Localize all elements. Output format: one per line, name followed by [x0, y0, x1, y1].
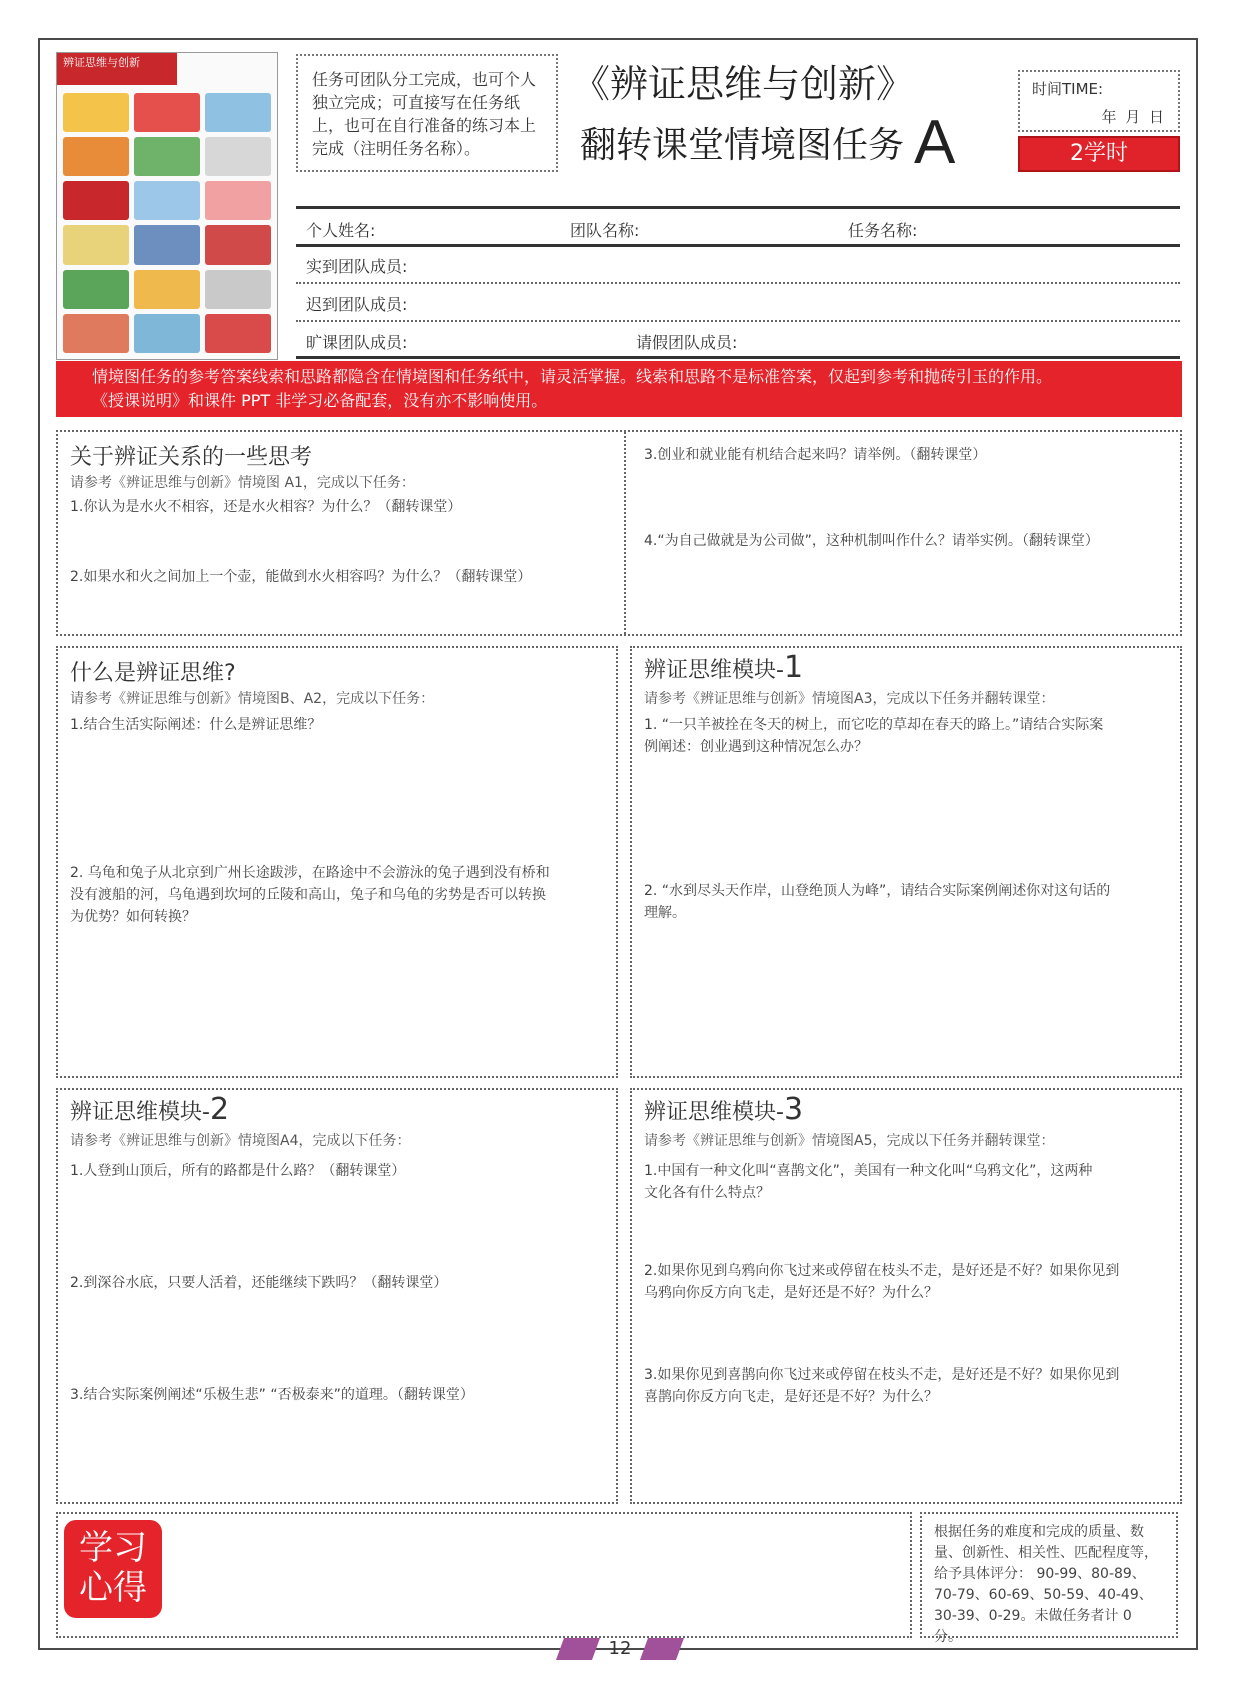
- thumbnail-cell: [63, 270, 129, 309]
- module3-title-text: 辨证思维模块-: [644, 1100, 784, 1125]
- module3-q2-line2[interactable]: 乌鸦向你反方向飞走，是好还是不好？为什么？: [644, 1285, 938, 1301]
- module2-ref: 请参考《辨证思维与创新》情境图A4，完成以下任务：: [70, 1133, 411, 1149]
- section1-ref: 请参考《辨证思维与创新》情境图 A1，完成以下任务：: [70, 475, 415, 491]
- page-deco-right: [640, 1638, 684, 1660]
- notice-banner: [56, 361, 1182, 417]
- page-number: 12: [608, 1638, 632, 1659]
- thumbnail-cell: [134, 181, 200, 220]
- time-label: 时间TIME:: [1032, 80, 1104, 98]
- date-field: 年 月 日: [1101, 108, 1166, 126]
- divider-present: [296, 282, 1180, 284]
- scoring-note: 根据任务的难度和完成的质量、数量、创新性、相关性、匹配程度等，给予具体评分： 90-99、80-89、70-79、60-69、50-59、40-49、30-39、0-29。未做任务者计 0 分。: [920, 1512, 1178, 1638]
- module1-q2-line1[interactable]: 2. “水到尽头天作岸，山登绝顶人为峰”，请结合实际案例阐述你对这句话的: [644, 883, 1111, 899]
- thumbnail-cell: [134, 137, 200, 176]
- module3-q3-line2[interactable]: 喜鹊向你反方向飞走，是好还是不好？为什么？: [644, 1389, 938, 1405]
- module3-title: [644, 1092, 803, 1127]
- divider-bottom: [296, 356, 1180, 359]
- section1-divider: [624, 432, 626, 634]
- learning-summary-badge: [64, 1520, 162, 1618]
- thumbnail-cell: [205, 314, 271, 353]
- module3-q1-line2[interactable]: 文化各有什么特点？: [644, 1185, 770, 1201]
- section1-title: 关于辨证关系的一些思考: [70, 445, 313, 470]
- module1-ref: 请参考《辨证思维与创新》情境图A3，完成以下任务并翻转课堂：: [644, 691, 1055, 707]
- thumbnail-cell: [63, 314, 129, 353]
- section2-title: 什么是辨证思维?: [70, 661, 236, 686]
- section2-ref: 请参考《辨证思维与创新》情境图B、A2，完成以下任务：: [70, 691, 435, 707]
- page-deco-left: [556, 1638, 600, 1660]
- section2-q2-line3[interactable]: 为优势？如何转换？: [70, 909, 196, 925]
- field-leave[interactable]: 请假团队成员:: [636, 333, 738, 352]
- summary-line1: 学习: [79, 1528, 147, 1568]
- thumbnail-title: 辨证思维与创新: [63, 56, 140, 69]
- section2-q2-line1[interactable]: 2. 乌龟和兔子从北京到广州长途跋涉，在路途中不会游泳的兔子遇到没有桥和: [70, 865, 550, 881]
- module1-q1-line2[interactable]: 例阐述：创业遇到这种情况怎么办？: [644, 739, 868, 755]
- field-absent[interactable]: 旷课团队成员:: [306, 333, 408, 352]
- learning-summary-box[interactable]: [56, 1512, 912, 1638]
- thumbnail-cell: [134, 93, 200, 132]
- section1-q4[interactable]: 4.“为自己做就是为公司做”，这种机制叫作什么？请举实例。（翻转课堂）: [644, 533, 1099, 549]
- thumbnail-cell: [134, 225, 200, 264]
- module2-title-text: 辨证思维模块-: [70, 1100, 210, 1125]
- section1-q3[interactable]: 3.创业和就业能有机结合起来吗？请举例。（翻转课堂）: [644, 447, 987, 463]
- thumbnail-cell: [134, 314, 200, 353]
- field-present[interactable]: 实到团队成员:: [306, 257, 408, 276]
- module1-q1-line1[interactable]: 1. “一只羊被拴在冬天的树上，而它吃的草却在春天的路上。”请结合实际案: [644, 717, 1104, 733]
- section-module-1: [630, 646, 1182, 1078]
- module3-q1-line1[interactable]: 1.中国有一种文化叫“喜鹊文化”，美国有一种文化叫“乌鸦文化”，这两种: [644, 1163, 1093, 1179]
- notice-line1: 情境图任务的参考答案线索和思路都隐含在情境图和任务纸中，请灵活掌握。线索和思路不是标准答案，仅起到参考和抛砖引玉的作用。: [92, 367, 1053, 386]
- divider-late: [296, 320, 1180, 322]
- thumbnail-cell: [63, 93, 129, 132]
- thumbnail-header: [57, 53, 177, 85]
- module1-q2-line2[interactable]: 理解。: [644, 905, 686, 921]
- scenario-thumbnail: [56, 52, 278, 360]
- thumbnail-cell: [205, 270, 271, 309]
- thumbnail-cell: [63, 181, 129, 220]
- module2-title: [70, 1092, 229, 1127]
- page-number-bar: [560, 1636, 680, 1662]
- module3-q3-line1[interactable]: 3.如果你见到喜鹊向你飞过来或停留在枝头不走，是好还是不好？如果你见到: [644, 1367, 1120, 1383]
- title-line2: [580, 108, 980, 177]
- module3-number: 3: [783, 1092, 804, 1127]
- field-name[interactable]: 个人姓名:: [306, 221, 376, 240]
- thumbnail-cell: [134, 270, 200, 309]
- section2-q1[interactable]: 1.结合生活实际阐述：什么是辨证思维？: [70, 717, 322, 733]
- hours-badge: 2学时: [1018, 136, 1180, 172]
- module2-q1[interactable]: 1.人登到山顶后，所有的路都是什么路？（翻转课堂）: [70, 1163, 406, 1179]
- summary-line2: 心得: [79, 1568, 147, 1608]
- module2-q2[interactable]: 2.到深谷水底，只要人活着，还能继续下跌吗？（翻转课堂）: [70, 1275, 448, 1291]
- notice-line2: 《授课说明》和课件 PPT 非学习必备配套，没有亦不影响使用。: [92, 391, 548, 410]
- intro-note: 任务可团队分工完成，也可个人独立完成；可直接写在任务纸上，也可在自行准备的练习本上完成（注明任务名称）。: [296, 54, 558, 172]
- thumbnail-cell: [63, 225, 129, 264]
- time-box[interactable]: [1018, 70, 1180, 132]
- field-team[interactable]: 团队名称:: [570, 221, 640, 240]
- field-late[interactable]: 迟到团队成员:: [306, 295, 408, 314]
- divider-name: [296, 244, 1180, 247]
- thumbnail-cell: [63, 137, 129, 176]
- thumbnail-cell: [205, 181, 271, 220]
- module1-number: 1: [783, 650, 804, 685]
- module1-title-text: 辨证思维模块-: [644, 658, 784, 683]
- section1-q2[interactable]: 2.如果水和火之间加上一个壶，能做到水火相容吗？为什么？（翻转课堂）: [70, 569, 532, 585]
- thumbnail-cell: [205, 225, 271, 264]
- title-text: 翻转课堂情境图任务: [580, 125, 905, 166]
- thumbnail-cells: [63, 93, 271, 353]
- field-task[interactable]: 任务名称:: [848, 221, 918, 240]
- divider-top: [296, 206, 1180, 209]
- section1-q1[interactable]: 1.你认为是水火不相容，还是水火相容？为什么？（翻转课堂）: [70, 499, 462, 515]
- title-line1: 《辨证思维与创新》: [572, 62, 915, 106]
- thumbnail-cell: [205, 93, 271, 132]
- thumbnail-cell: [205, 137, 271, 176]
- module3-ref: 请参考《辨证思维与创新》情境图A5，完成以下任务并翻转课堂：: [644, 1133, 1055, 1149]
- section2-q2-line2[interactable]: 没有渡船的河，乌龟遇到坎坷的丘陵和高山，兔子和乌龟的劣势是否可以转换: [70, 887, 546, 903]
- module1-title: [644, 650, 803, 685]
- module3-q2-line1[interactable]: 2.如果你见到乌鸦向你飞过来或停留在枝头不走，是好还是不好？如果你见到: [644, 1263, 1120, 1279]
- module2-number: 2: [209, 1092, 230, 1127]
- module2-q3[interactable]: 3.结合实际案例阐述“乐极生悲” “否极泰来”的道理。（翻转课堂）: [70, 1387, 474, 1403]
- title-letter: A: [914, 108, 956, 177]
